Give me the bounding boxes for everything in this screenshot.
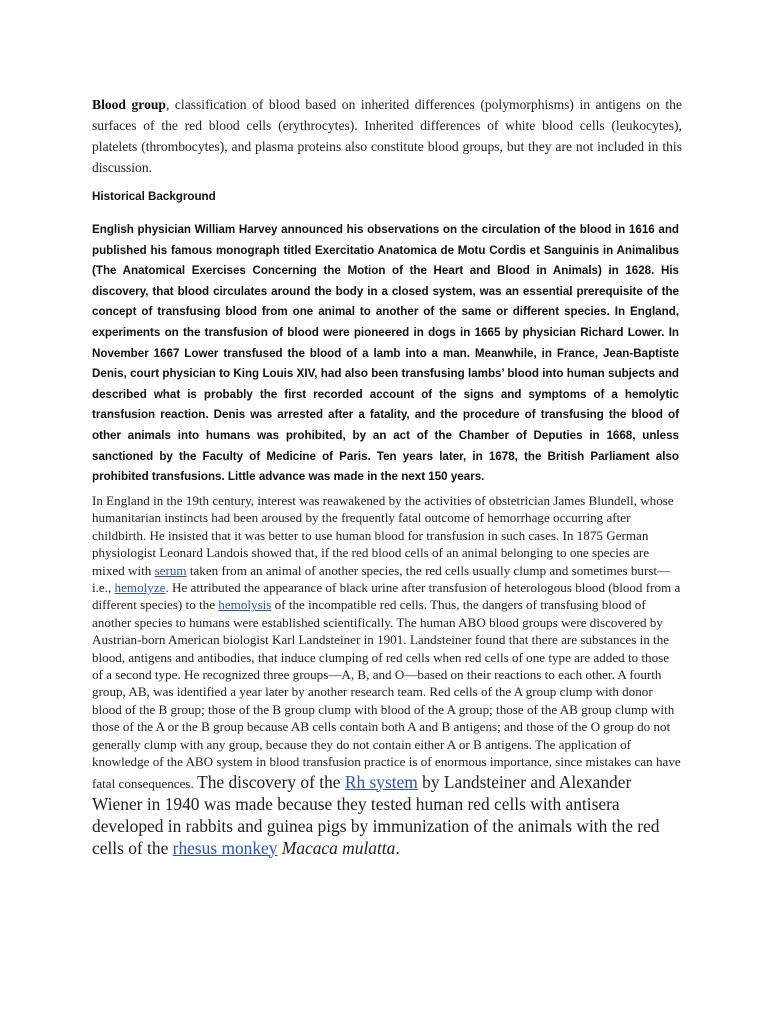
intro-text: , classification of blood based on inherited differences (polymorphisms) in antigens on the surfaces of the red blood cells (erythrocytes). Inherited differences of white blood cells (leukocytes), platelets (thrombocytes), and plasma proteins also constitute blood groups, but they are not included in this discussion.: [92, 97, 682, 175]
body-text-end: .: [395, 837, 400, 858]
section-heading: Historical Background: [92, 190, 216, 203]
history-paragraph: English physician William Harvey announced his observations on the circulation of the blood in 1616 and published his famous monograph titled Exercitatio Anatomica de Motu Cordis et Sanguinis in Animalibus (The Anatomical Exercises Concerning the Motion of the Heart and Blood in Animals) in 1628. His discovery, that blood circulates around the body in a closed system, was an essential prerequisite of the concept of transfusing blood from one animal to another of the same or different species. In England, experiments on the transfusion of blood were pioneered in dogs in 1665 by physician Richard Lower. In November 1667 Lower transfused the blood of a lamb into a man. Meanwhile, in France, Jean-Baptiste Denis, court physician to King Louis XIV, had also been transfusing lambs’ blood into human subjects and described what is probably the first recorded account of the signs and symptoms of a hemolytic transfusion reaction. Denis was arrested after a fatality, and the procedure of transfusing the blood of other animals into humans was prohibited, by an act of the Chamber of Deputies in 1668, unless sanctioned by the Faculty of Medicine of Paris. Ten years later, in 1678, the British Parliament also prohibited transfusions. Little advance was made in the next 150 years.: [92, 223, 679, 484]
body-text-5: The discovery of the: [197, 771, 345, 792]
species-name: Macaca mulatta: [281, 837, 396, 858]
body-text-2: taken from an animal of another species, the red cells usually clump and sometimes burst—i.e.,: [92, 562, 671, 596]
body-text-6: by Landsteiner and Alexander Wiener in 1940 was made because they tested human red cells with antisera developed in rabbits and guinea pigs by immunization of the animals with the red cells of the: [92, 771, 660, 858]
body-text-3: . He attributed the appearance of black urine after transfusion of heterologous blood (blood from a different species) to the: [92, 580, 681, 613]
body-text-1: In England in the 19th century, interest was reawakened by the activities of obstetrician James Blundell, whose humanitarian instincts had been aroused by the frequently fatal outcome of hemorrhage occurring after childbirth. He insisted that it was better to use human blood for transfusion in such cases. In 1875 German physiologist Leonard Landois showed that, if the red blood cells of an animal belonging to one species are mixed with: [92, 493, 674, 578]
intro-term: Blood group: [92, 97, 166, 112]
hemolysis-link[interactable]: hemolysis: [218, 597, 272, 613]
hemolyze-link[interactable]: hemolyze: [114, 580, 166, 596]
body-paragraph: [92, 492, 682, 859]
rh-system-link[interactable]: Rh system: [344, 771, 418, 792]
body-text-4: of the incompatible red cells. Thus, the dangers of transfusing blood of another species to humans were established scientifically. The human ABO blood groups were discovered by Austrian-born American biologist Karl Landsteiner in 1901. Landsteiner found that there are substances in the blood, antigens and antibodies, that induce clumping of red cells when red cells of one type are added to those of a second type. He recognized three groups—A, B, and O—based on their reactions to each other. A fourth group, AB, was identified a year later by another research team. Red cells of the A group clump with donor blood of the B group; those of the B group clump with blood of the A group; those of the AB group clump with those of the A or the B group because AB cells contain both A and B antigens; and those of the O group do not generally clump with any group, because they do not contain either A or B antigens. The application of knowledge of the ABO system in blood transfusion practice is of enormous importance, since mistakes can have fatal consequences.: [92, 597, 681, 791]
intro-paragraph: [92, 94, 682, 178]
rhesus-monkey-link[interactable]: rhesus monkey: [172, 837, 278, 858]
serum-link[interactable]: serum: [154, 562, 187, 578]
